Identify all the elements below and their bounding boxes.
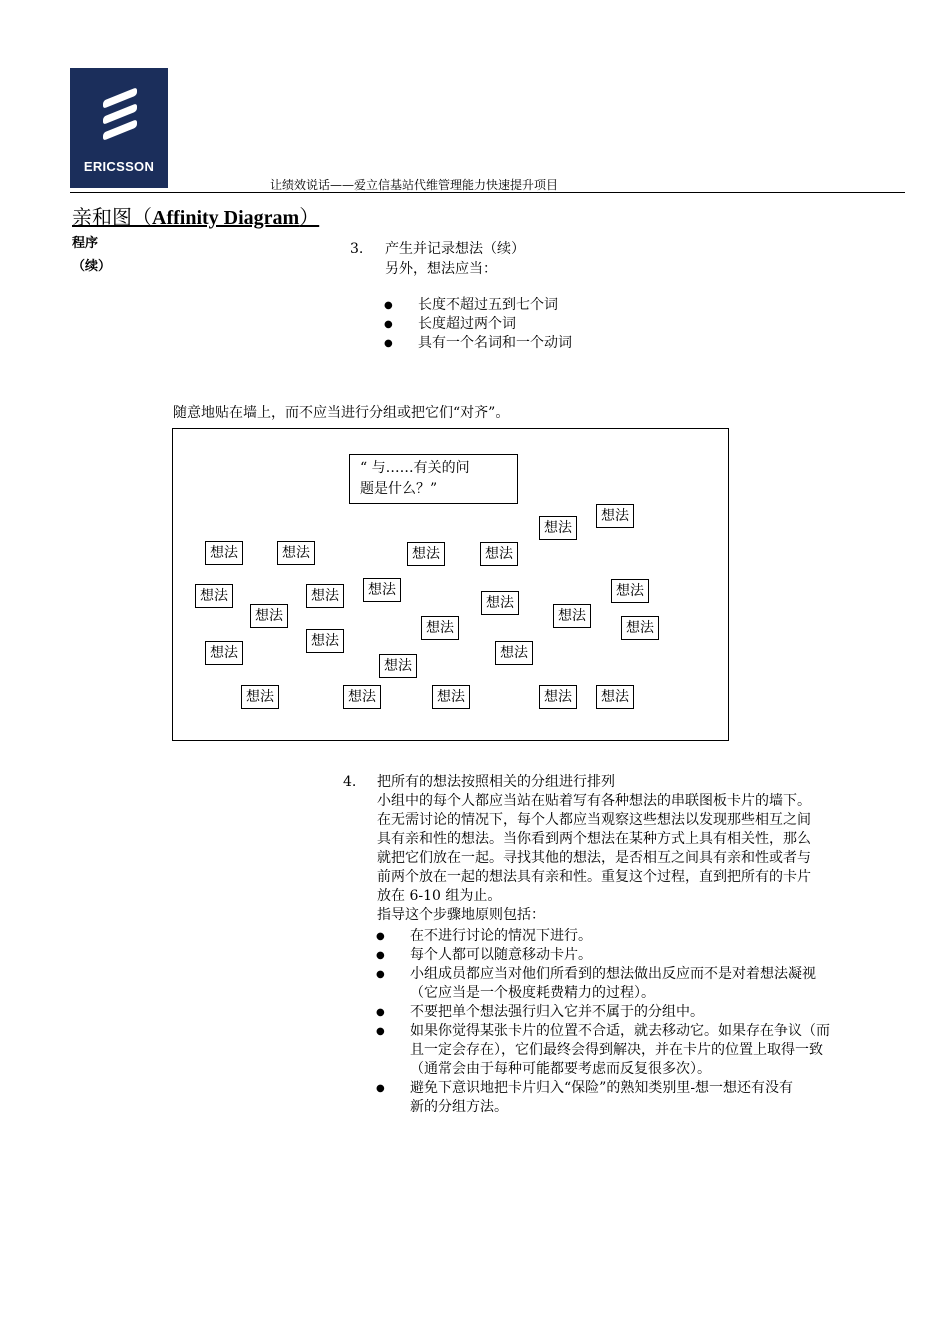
bullet-dot: ● bbox=[376, 969, 385, 980]
bullet-dot: ● bbox=[376, 1026, 385, 1037]
idea-card: 想法 bbox=[205, 541, 243, 565]
idea-card: 想法 bbox=[621, 616, 659, 640]
step3-number: 3. bbox=[350, 241, 364, 257]
bullet-dot: ● bbox=[384, 300, 393, 311]
question-line: “ 与……有关的问 bbox=[360, 460, 470, 476]
bullet-dot: ● bbox=[384, 319, 393, 330]
idea-card: 想法 bbox=[539, 685, 577, 709]
idea-card: 想法 bbox=[481, 591, 519, 615]
idea-card: 想法 bbox=[277, 541, 315, 565]
idea-card: 想法 bbox=[363, 578, 401, 602]
bullet-dot: ● bbox=[376, 1083, 385, 1094]
idea-card: 想法 bbox=[421, 616, 459, 640]
idea-card: 想法 bbox=[432, 685, 470, 709]
step3-bullet: 长度超过两个词 bbox=[418, 316, 516, 332]
guideline-item: 避免下意识地把卡片归入“保险”的熟知类别里-想一想还有没有 新的分组方法。 bbox=[410, 1080, 794, 1115]
guideline-item: 小组成员都应当对他们所看到的想法做出反应而不是对着想法凝视 （它应当是一个极度耗费精力的过程）。 bbox=[410, 966, 816, 1001]
body-line: 指导这个步骤地原则包括： bbox=[377, 907, 545, 923]
guideline-item: 不要把单个想法强行归入它并不属于的分组中。 bbox=[410, 1004, 704, 1020]
affinity-wall-diagram bbox=[172, 428, 729, 741]
guideline-item: 每个人都可以随意移动卡片。 bbox=[410, 947, 592, 963]
step3-bullet: 长度不超过五到七个词 bbox=[418, 297, 558, 313]
header-divider bbox=[70, 192, 905, 193]
idea-card: 想法 bbox=[495, 641, 533, 665]
idea-card: 想法 bbox=[195, 584, 233, 608]
wall-note: 随意地贴在墙上，而不应当进行分组或把它们“对齐”。 bbox=[173, 405, 510, 421]
idea-card: 想法 bbox=[596, 685, 634, 709]
idea-card: 想法 bbox=[407, 542, 445, 566]
idea-card: 想法 bbox=[379, 654, 417, 678]
idea-card: 想法 bbox=[539, 516, 577, 540]
idea-card: 想法 bbox=[480, 542, 518, 566]
step4-heading: 把所有的想法按照相关的分组进行排列 bbox=[377, 774, 615, 790]
bullet-dot: ● bbox=[376, 1007, 385, 1018]
idea-card: 想法 bbox=[596, 504, 634, 528]
logo-wordmark: ERICSSON bbox=[83, 159, 155, 174]
project-title: 让绩效说话——爱立信基站代维管理能力快速提升项目 bbox=[270, 178, 559, 192]
idea-card: 想法 bbox=[343, 685, 381, 709]
bullet-dot: ● bbox=[376, 931, 385, 942]
bullet-dot: ● bbox=[384, 338, 393, 349]
step4-number: 4. bbox=[343, 774, 357, 790]
step3-intro: 另外，想法应当： bbox=[385, 261, 497, 277]
question-line: 题是什么？” bbox=[360, 481, 438, 497]
bullet-dot: ● bbox=[376, 950, 385, 961]
step4-body bbox=[377, 792, 902, 925]
guideline-item: 在不进行讨论的情况下进行。 bbox=[410, 928, 592, 944]
idea-card: 想法 bbox=[205, 641, 243, 665]
step3-heading: 产生并记录想法（续） bbox=[385, 241, 525, 257]
guideline-item: 如果你觉得某张卡片的位置不合适，就去移动它。如果存在争议（而 且一定会存在），它们最终会得到解决，并在卡片的位置上取得一致 （通常会由于每种可能都要考虑而反复很多次）。 bbox=[410, 1023, 830, 1077]
body-line: 在无需讨论的情况下，每个人都应当观察这些想法以发现那些相互之间 bbox=[377, 812, 811, 828]
body-line: 小组中的每个人都应当站在贴着写有各种想法的串联图板卡片的墙下。 bbox=[377, 793, 811, 809]
side-label-procedure: 程序 bbox=[72, 236, 99, 251]
body-line: 前两个放在一起的想法具有亲和性。重复这个过程，直到把所有的卡片 bbox=[377, 869, 811, 885]
idea-card: 想法 bbox=[306, 584, 344, 608]
idea-card: 想法 bbox=[306, 629, 344, 653]
idea-card: 想法 bbox=[611, 579, 649, 603]
side-label-continued: （续） bbox=[72, 259, 112, 274]
page-title: 亲和图（Affinity Diagram） bbox=[72, 207, 320, 229]
step3-bullet: 具有一个名词和一个动词 bbox=[418, 335, 572, 351]
question-card bbox=[349, 454, 518, 504]
idea-card: 想法 bbox=[250, 604, 288, 628]
ericsson-logo bbox=[70, 68, 168, 188]
idea-card: 想法 bbox=[241, 685, 279, 709]
body-line: 放在 6-10 组为止。 bbox=[377, 888, 502, 904]
body-line: 具有亲和性的想法。当你看到两个想法在某种方式上具有相关性，那么 bbox=[377, 831, 811, 847]
idea-card: 想法 bbox=[553, 604, 591, 628]
body-line: 就把它们放在一起。寻找其他的想法，是否相互之间具有亲和性或者与 bbox=[377, 850, 811, 866]
